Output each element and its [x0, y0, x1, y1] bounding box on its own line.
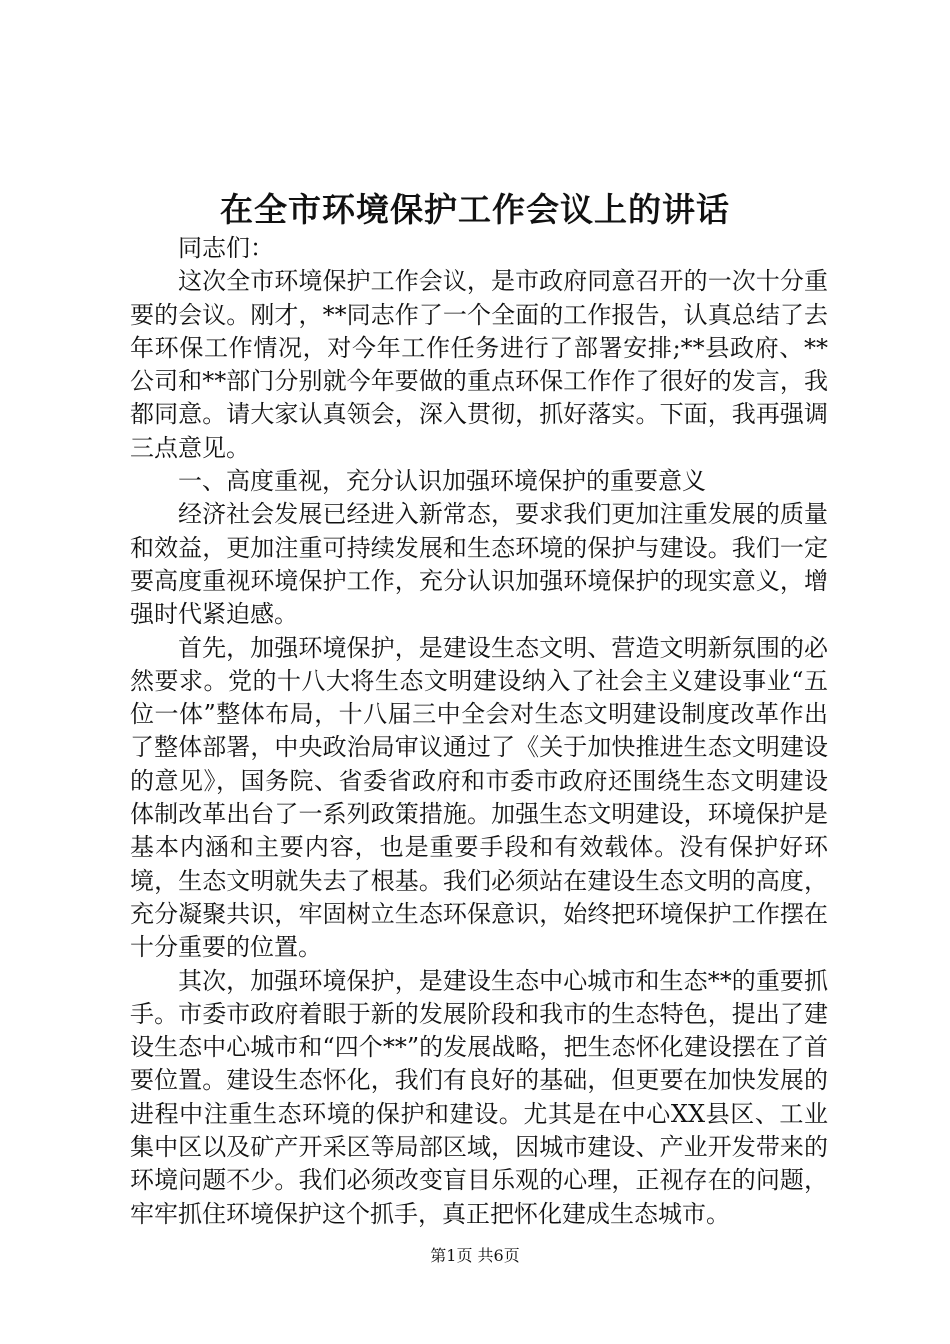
section-heading: 一、高度重视，充分认识加强环境保护的重要意义: [178, 467, 706, 496]
paragraph-second-point: 其次，加强环境保护，是建设生态中心城市和生态**的重要抓手。市委市政府着眼于新的发展阶段和我市的生态特色，提出了建设生态中心城市和“四个**”的发展战略，把生态怀化建设摆在了首要位置。建设生态怀化，我们有良好的基础，但更要在加快发展的进程中注重生态环境的保护和建设。尤其是在中心XX县区、工业集中区以及矿产开采区等局部区域，因城市建设、产业开发带来的环境问题不少。我们必须改变盲目乐观的心理，正视存在的问题，牢牢抓住环境保护这个抓手，真正把怀化建成生态城市。: [130, 966, 828, 1228]
paragraph-new-normal: 经济社会发展已经进入新常态，要求我们更加注重发展的质量和效益，更加注重可持续发展和生态环境的保护与建设。我们一定要高度重视环境保护工作，充分认识加强环境保护的现实意义，增强时代紧迫感。: [130, 500, 828, 629]
document-body: [130, 232, 828, 1231]
document-title: 在全市环境保护工作会议上的讲话: [220, 190, 730, 229]
page-number: 第1页 共6页: [430, 1246, 520, 1265]
paragraph-intro: 这次全市环境保护工作会议，是市政府同意召开的一次十分重要的会议。刚才，**同志作了一个全面的工作报告，认真总结了去年环保工作情况，对今年工作任务进行了部署安排;**县政府、**公司和**部门分别就今年要做的重点环保工作作了很好的发言，我都同意。请大家认真领会，深入贯彻，抓好落实。下面，我再强调三点意见。: [130, 267, 828, 462]
salutation: 同志们：: [178, 234, 274, 262]
paragraph-first-point: 首先，加强环境保护，是建设生态文明、营造文明新氛围的必然要求。党的十八大将生态文明建设纳入了社会主义建设事业“五位一体”整体布局，十八届三中全会对生态文明建设制度改革作出了整体部署，中央政治局审议通过了《关于加快推进生态文明建设的意见》，国务院、省委省政府和市委市政府还围绕生态文明建设体制改革出台了一系列政策措施。加强生态文明建设，环境保护是基本内涵和主要内容，也是重要手段和有效载体。没有保护好环境，生态文明就失去了根基。我们必须站在建设生态文明的高度，充分凝聚共识，牢固树立生态环保意识，始终把环境保护工作摆在十分重要的位置。: [130, 633, 828, 962]
